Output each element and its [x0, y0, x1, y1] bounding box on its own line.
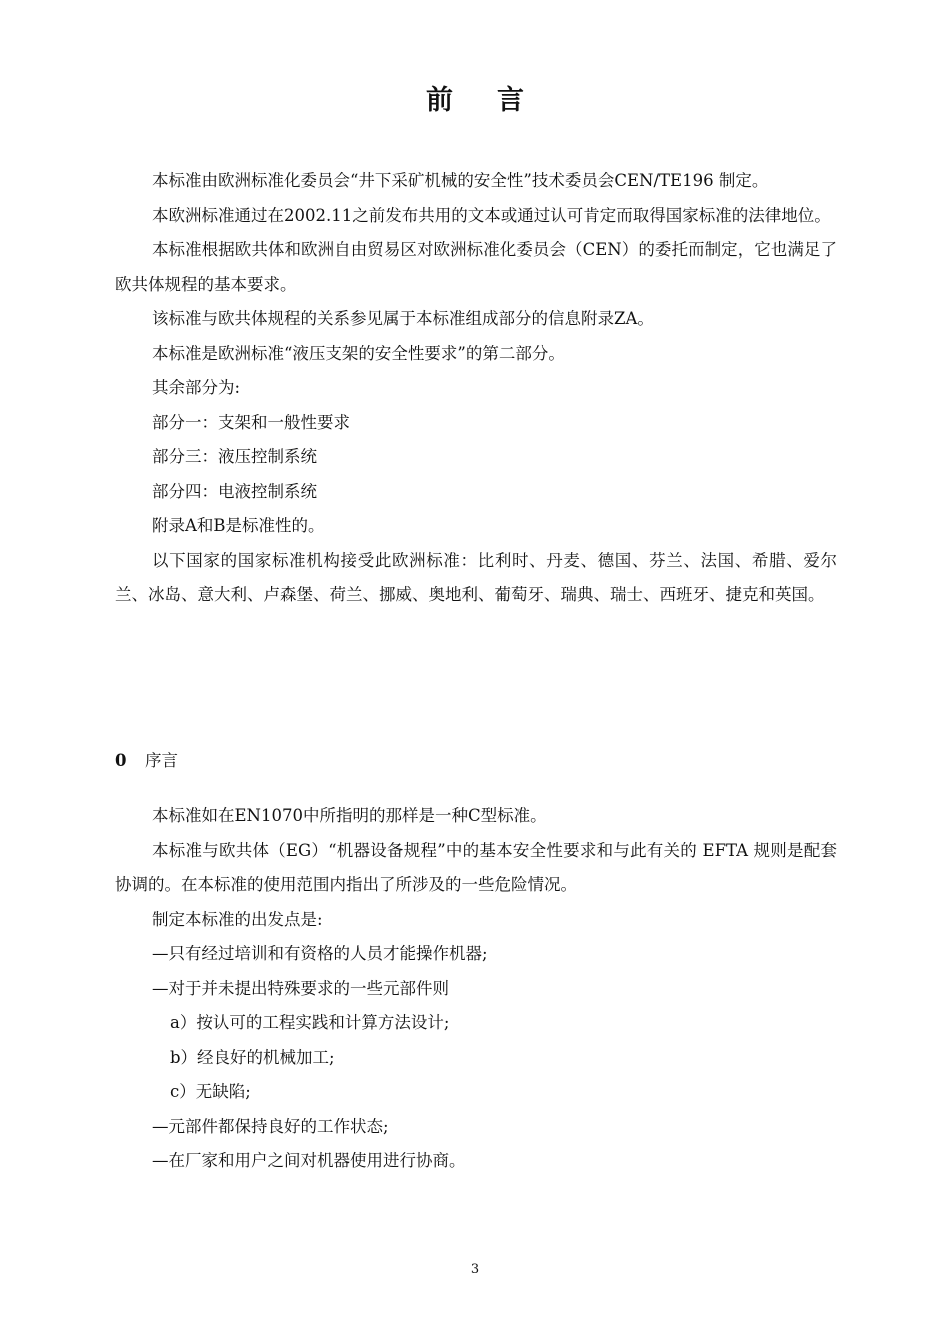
- part-3-item: 部分三：液压控制系统: [152, 447, 317, 466]
- part-1-item: 部分一：支架和一般性要求: [152, 412, 350, 432]
- title-char-2: 言: [497, 85, 524, 116]
- section-0-paragraph-2: 本标准与欧共体（EG）“机器设备规程”中的基本安全性要求和与此有关的 EFTA 规则是配套协调的。在本标准的使用范围内指出了所涉及的一些危险情况。: [115, 840, 837, 894]
- foreword-body: [115, 164, 837, 613]
- part-4-item: 部分四：电液控制系统: [152, 481, 317, 501]
- premise-subitem-c: c）无缺陷;: [170, 1082, 251, 1101]
- foreword-paragraph-2: 本欧洲标准通过在2002.11之前发布共用的文本或通过认可肯定而取得国家标准的法律地位。: [152, 205, 831, 225]
- premise-item-1: —只有经过培训和有资格的人员才能操作机器;: [152, 944, 488, 963]
- section-0-heading: [115, 744, 837, 779]
- premise-item-4: —在厂家和用户之间对机器使用进行协商。: [152, 1151, 466, 1170]
- section-0-paragraph-3: 制定本标准的出发点是:: [152, 909, 323, 929]
- foreword-paragraph-3: 本标准根据欧共体和欧洲自由贸易区对欧洲标准化委员会（CEN）的委托而制定，它也满足了欧共体规程的基本要求。: [115, 240, 837, 294]
- section-0-paragraph-1: 本标准如在EN1070中所指明的那样是一种C型标准。: [152, 806, 547, 825]
- premise-subitem-b: b）经良好的机械加工;: [170, 1047, 335, 1067]
- premise-item-3: —元部件都保持良好的工作状态;: [152, 1116, 389, 1136]
- title-char-1: 前: [426, 85, 453, 116]
- page-number: 3: [470, 1262, 480, 1277]
- section-0-title: 序言: [145, 751, 178, 770]
- section-0-body: [115, 799, 837, 1179]
- section-0-number: 0: [115, 751, 127, 770]
- premise-subitem-a: a）按认可的工程实践和计算方法设计;: [170, 1013, 450, 1032]
- foreword-paragraph-4: 该标准与欧共体规程的关系参见属于本标准组成部分的信息附录ZA。: [152, 309, 654, 328]
- page-title: [0, 78, 950, 117]
- foreword-paragraph-7: 附录A和B是标准性的。: [152, 516, 325, 535]
- foreword-paragraph-8: 以下国家的国家标准机构接受此欧洲标准：比利时、丹麦、德国、芬兰、法国、希腊、爱尔兰、冰岛、意大利、卢森堡、荷兰、挪威、奥地利、葡萄牙、瑞典、瑞士、西班牙、捷克和英国。: [115, 550, 837, 604]
- foreword-paragraph-5: 本标准是欧洲标准“液压支架的安全性要求”的第二部分。: [152, 343, 565, 363]
- foreword-paragraph-6: 其余部分为:: [152, 378, 241, 397]
- foreword-paragraph-1: 本标准由欧洲标准化委员会“井下采矿机械的安全性”技术委员会CEN/TE196 制定。: [152, 171, 769, 190]
- premise-item-2: —对于并未提出特殊要求的一些元部件则: [152, 978, 449, 998]
- section-0-heading-block: [115, 744, 837, 779]
